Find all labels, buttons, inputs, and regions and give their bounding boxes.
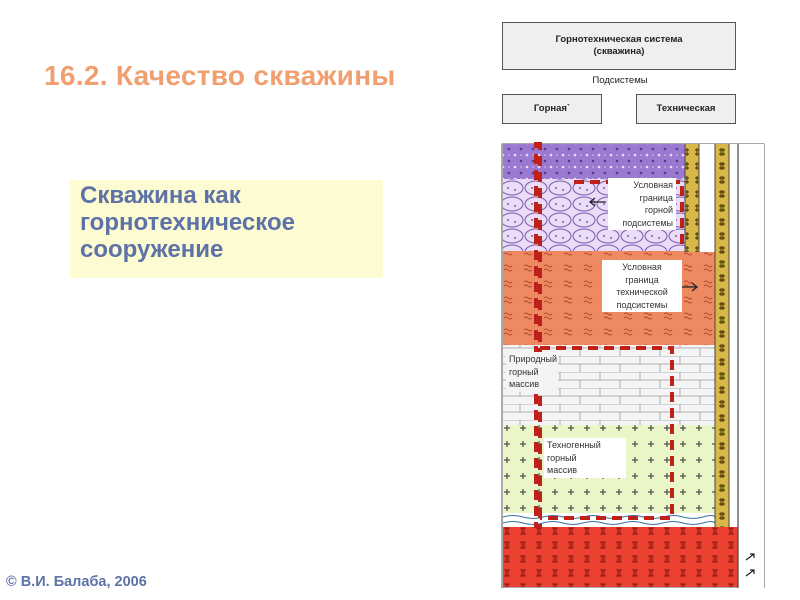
technical-subsystem-box: Техническая (636, 94, 736, 124)
label-technical-boundary: Условная граница технической подсистемы (602, 260, 682, 312)
subsystems-label: Подсистемы (592, 75, 648, 86)
slide-title: 16.2. Качество скважины (44, 60, 396, 91)
subtitle-text: Скважина как горнотехническое сооружение (80, 182, 295, 263)
label-mining-boundary: Условная граница горной подсистемы (608, 178, 676, 230)
subtitle-box (70, 180, 383, 278)
well-diagram (500, 20, 770, 588)
copyright: © В.И. Балаба, 2006 (6, 574, 147, 590)
label-technogenic-massif: Техногенный горный массив (544, 438, 626, 478)
system-title-box: Горнотехническая система (скважина) (502, 22, 736, 70)
mining-subsystem-box: Горная` (502, 94, 602, 124)
label-natural-massif: Природный горный массив (506, 352, 558, 392)
